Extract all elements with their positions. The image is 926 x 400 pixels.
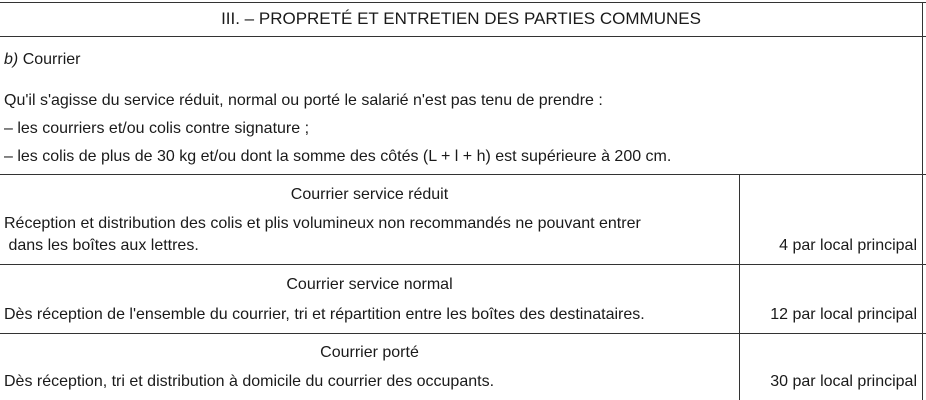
service-title: Courrier porté <box>320 344 419 361</box>
service-description: dans les boîtes aux lettres. <box>4 237 199 254</box>
service-description: Dès réception, tri et distribution à domicile du courrier des occupants. <box>4 373 495 390</box>
service-value: 30 par local principal <box>770 373 917 390</box>
intro-bottom-border <box>0 174 926 175</box>
table-top-border <box>0 2 926 3</box>
subsection-label <box>4 50 80 70</box>
section-heading: III. – PROPRETÉ ET ENTRETIEN DES PARTIES COMMUNES <box>221 9 701 28</box>
service-value: 12 par local principal <box>770 306 917 323</box>
subsection-title: Courrier <box>22 51 81 68</box>
value-column-divider <box>739 174 740 400</box>
table-right-border <box>922 2 923 400</box>
intro-sentence: Qu'il s'agisse du service réduit, normal ou porté le salarié n'est pas tenu de prendre : <box>4 92 603 109</box>
row1-bottom-border <box>0 264 926 265</box>
service-description: Dès réception de l'ensemble du courrier, tri et répartition entre les boîtes des destinataires. <box>4 306 645 323</box>
service-description: Réception et distribution des colis et plis volumineux non recommandés ne pouvant entrer <box>4 215 641 232</box>
service-value: 4 par local principal <box>779 237 917 254</box>
row2-bottom-border <box>0 333 926 334</box>
intro-item: – les colis de plus de 30 kg et/ou dont la somme des côtés (L + l + h) est supérieure à 200 cm. <box>4 148 672 165</box>
service-title: Courrier service réduit <box>290 186 449 203</box>
intro-item: – les courriers et/ou colis contre signature ; <box>4 120 310 137</box>
heading-bottom-border <box>0 36 926 37</box>
service-title: Courrier service normal <box>286 276 453 293</box>
subsection-letter: b) <box>4 51 19 68</box>
